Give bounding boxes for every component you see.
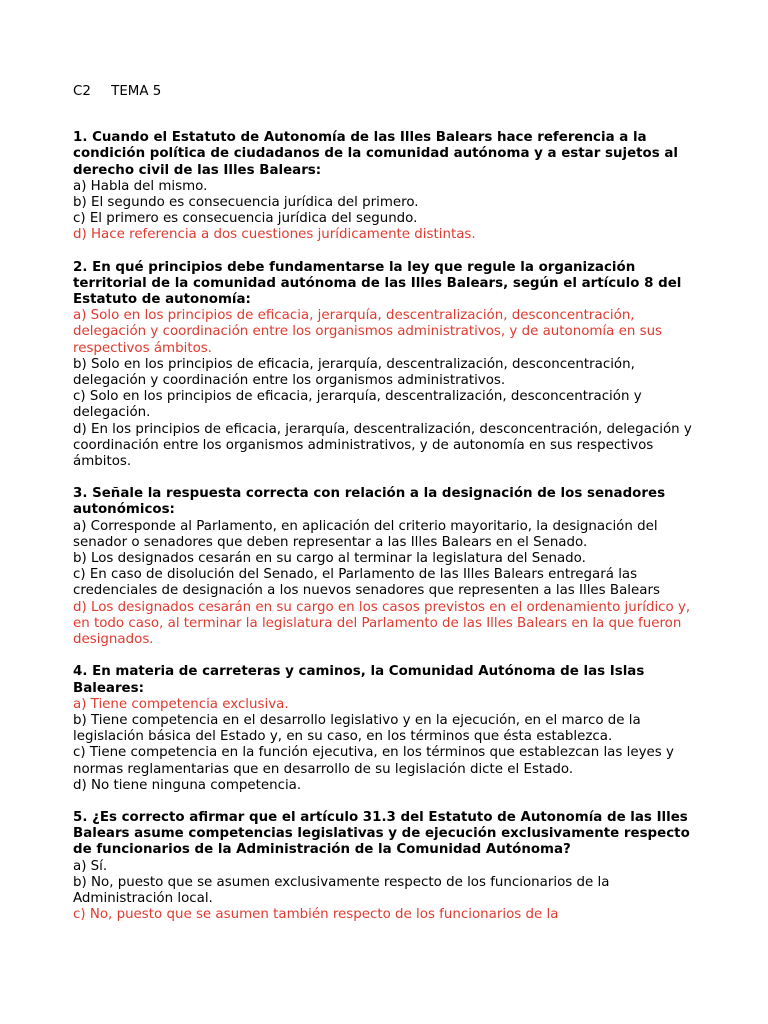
document-header xyxy=(73,84,703,100)
correct-answer-option: d) Hace referencia a dos cuestiones jurídicamente distintas. xyxy=(73,227,476,243)
topic-title: TEMA 5 xyxy=(111,84,162,99)
answer-option: a) Sí. xyxy=(73,858,108,874)
correct-answer-option: a) Tiene competencia exclusiva. xyxy=(73,696,289,712)
course-code: C2 xyxy=(73,84,91,99)
answer-option: b) El segundo es consecuencia jurídica del primero. xyxy=(73,195,419,211)
answer-option: b) Los designados cesarán en su cargo al terminar la legislatura del Senado. xyxy=(73,551,586,567)
answer-option: b) Tiene competencia en el desarrollo legislativo y en la ejecución, en el marco de la legislación básica del Estado y, en su caso, en los términos que ésta establezca. xyxy=(73,712,641,745)
question-block xyxy=(73,260,703,471)
answer-option: a) Habla del mismo. xyxy=(73,178,208,194)
correct-answer-option: a) Solo en los principios de eficacia, jerarquía, descentralización, desconcentración, delegación y coordinación entre los organismos administrativos, y de autonomía en sus respectivos ámbitos. xyxy=(73,308,663,356)
question-title: 5. ¿Es correcto afirmar que el artículo 31.3 del Estatuto de Autonomía de las Illes Balears asume competencias legislativas y de ejecución exclusivamente respecto de funcionarios de la Administración de la Comunidad Autónoma? xyxy=(73,809,690,858)
question-title: 2. En qué principios debe fundamentarse la ley que regule la organización territorial de la comunidad autónoma de las Illes Balears, según el artículo 8 del Estatuto de autonomía: xyxy=(73,259,682,308)
answer-option: b) No, puesto que se asumen exclusivamente respecto de los funcionarios de la Administración local. xyxy=(73,874,610,906)
question-block xyxy=(73,810,703,923)
question-title: 3. Señale la respuesta correcta con relación a la designación de los senadores autonómicos: xyxy=(73,486,666,518)
answer-option: c) Solo en los principios de eficacia, jerarquía, descentralización, desconcentración y delegación. xyxy=(73,389,642,421)
correct-answer-option: d) Los designados cesarán en su cargo en los casos previstos en el ordenamiento jurídico y, en todo caso, al terminar la legislatura del Parlamento de las Illes Balears en la que fueron designados. xyxy=(73,599,691,648)
answer-option: c) El primero es consecuencia jurídica del segundo. xyxy=(73,211,418,227)
question-list xyxy=(73,130,703,923)
document-page xyxy=(73,84,703,939)
answer-option: c) Tiene competencia en la función ejecutiva, en los términos que establezcan las leyes y normas reglamentarias que en desarrollo de su legislación dicte el Estado. xyxy=(73,745,674,777)
answer-option: d) No tiene ninguna competencia. xyxy=(73,777,302,793)
question-block xyxy=(73,130,703,243)
correct-answer-option: c) No, puesto que se asumen también respecto de los funcionarios de la xyxy=(73,907,559,923)
question-title: 1. Cuando el Estatuto de Autonomía de las Illes Balears hace referencia a la condición política de ciudadanos de la comunidad autónoma y a estar sujetos al derecho civil de las Illes Balears: xyxy=(73,130,679,178)
answer-option: b) Solo en los principios de eficacia, jerarquía, descentralización, desconcentración, delegación y coordinación entre los organismos administrativos. xyxy=(73,356,635,389)
answer-option: a) Corresponde al Parlamento, en aplicación del criterio mayoritario, la designación del senador o senadores que deben representar a las Illes Balears en el Senado. xyxy=(73,518,658,550)
question-title: 4. En materia de carreteras y caminos, la Comunidad Autónoma de las Islas Baleares: xyxy=(73,664,645,696)
answer-option: c) En caso de disolución del Senado, el Parlamento de las Illes Balears entregará las credenciales de designación a los nuevos senadores que representen a las Illes Balears xyxy=(73,567,660,599)
question-block xyxy=(73,486,703,648)
question-block xyxy=(73,664,703,794)
answer-option: d) En los principios de eficacia, jerarquía, descentralización, desconcentración, delegación y coordinación entre los organismos administrativos, y de autonomía en sus respectivos ámbitos. xyxy=(73,421,692,470)
